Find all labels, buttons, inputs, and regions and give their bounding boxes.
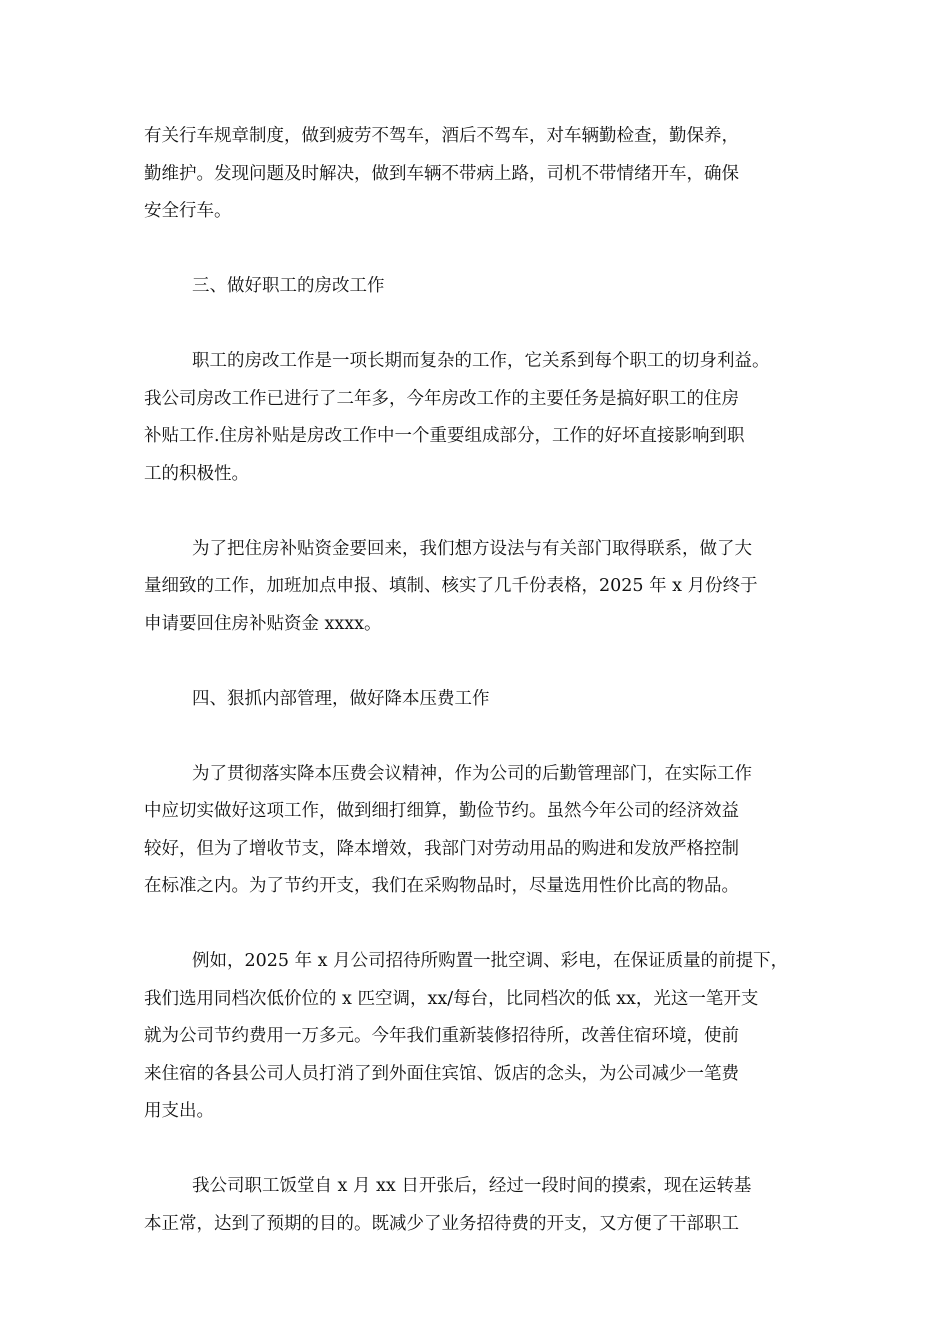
- text-line: 较好，但为了增收节支，降本增效，我部门对劳动用品的购进和发放严格控制: [144, 838, 739, 859]
- paragraph-gap: [144, 643, 834, 681]
- text-line: 申请要回住房补贴资金 xxxx。: [144, 613, 382, 634]
- paragraph-example-purchase: [144, 943, 834, 1131]
- text-line: 例如，2025 年 x 月公司招待所购置一批空调、彩电，在保证质量的前提下，: [192, 951, 789, 971]
- text-line: 量细致的工作，加班加点申报、填制、核实了几千份表格，2025 年 x 月份终于: [144, 576, 758, 596]
- paragraph-gap: [144, 306, 834, 344]
- paragraph-gap: [144, 493, 834, 531]
- text-line: 安全行车。: [144, 201, 232, 221]
- text-line: 我公司房改工作已进行了二年多，今年房改工作的主要任务是搞好职工的住房: [144, 388, 739, 409]
- text-line: 补贴工作.住房补贴是房改工作中一个重要组成部分，工作的好坏直接影响到职: [144, 426, 745, 446]
- paragraph-gap: [144, 906, 834, 944]
- paragraph-gap: [144, 1131, 834, 1169]
- paragraph-gap: [144, 231, 834, 269]
- text-line: 用支出。: [144, 1101, 214, 1121]
- text-line: 为了贯彻落实降本压费会议精神，作为公司的后勤管理部门，在实际工作: [192, 763, 752, 784]
- text-line: 中应切实做好这项工作，做到细打细算，勤俭节约。虽然今年公司的经济效益: [144, 801, 739, 821]
- section-heading-internal-management: 四、狠抓内部管理，做好降本压费工作: [192, 688, 490, 709]
- text-line: 在标准之内。为了节约开支，我们在采购物品时，尽量选用性价比高的物品。: [144, 876, 739, 896]
- paragraph-gap: [144, 718, 834, 756]
- document-body: [144, 118, 834, 1243]
- text-line: 我公司职工饭堂自 x 月 xx 日开张后，经过一段时间的摸索，现在运转基: [192, 1176, 752, 1196]
- paragraph-vehicle-safety: [144, 118, 834, 231]
- paragraph-staff-canteen: [144, 1168, 834, 1243]
- paragraph-cost-reduction: [144, 756, 834, 906]
- text-line: 本正常，达到了预期的目的。既减少了业务招待费的开支，又方便了干部职工: [144, 1213, 739, 1234]
- text-line: 有关行车规章制度，做到疲劳不驾车，酒后不驾车，对车辆勤检查，勤保养，: [144, 126, 739, 146]
- paragraph-housing-reform: [144, 343, 834, 493]
- text-line: 我们选用同档次低价位的 x 匹空调，xx/每台，比同档次的低 xx，光这一笔开支: [144, 988, 759, 1009]
- text-line: 来住宿的各县公司人员打消了到外面住宾馆、饭店的念头，为公司减少一笔费: [144, 1063, 739, 1084]
- text-line: 为了把住房补贴资金要回来，我们想方设法与有关部门取得联系，做了大: [192, 538, 752, 559]
- text-line: 职工的房改工作是一项长期而复杂的工作，它关系到每个职工的切身利益。: [192, 351, 770, 371]
- text-line: 工的积极性。: [144, 463, 249, 484]
- text-line: 勤维护。发现问题及时解决，做到车辆不带病上路，司机不带情绪开车，确保: [144, 163, 739, 184]
- section-heading-housing-reform: 三、做好职工的房改工作: [192, 276, 385, 296]
- paragraph-housing-subsidy: [144, 531, 834, 644]
- text-line: 就为公司节约费用一万多元。今年我们重新装修招待所，改善住宿环境，使前: [144, 1026, 739, 1046]
